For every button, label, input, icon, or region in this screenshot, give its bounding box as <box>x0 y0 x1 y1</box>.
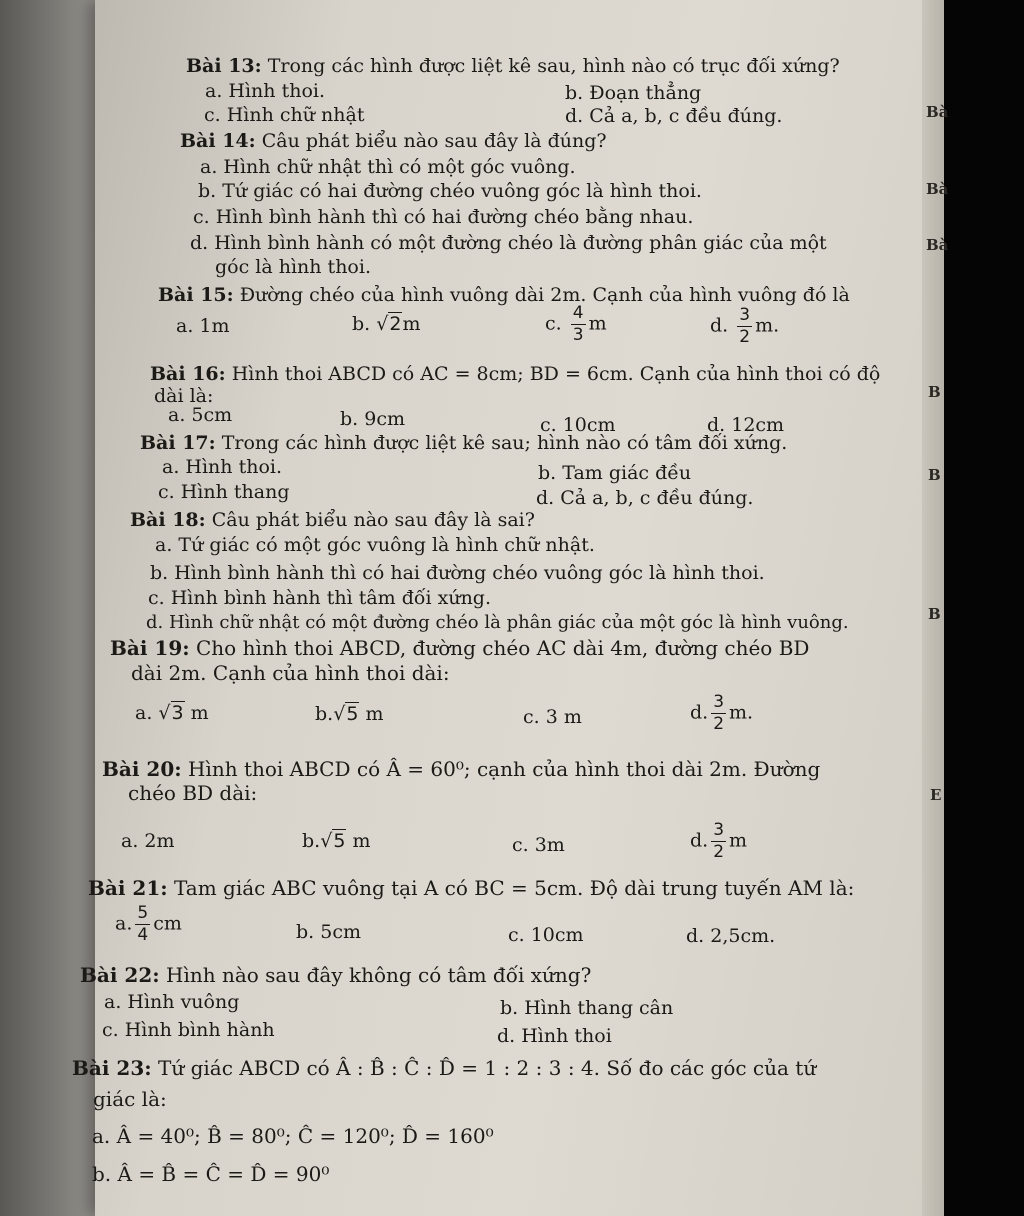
option-b <box>315 703 383 725</box>
option-c: c. 3 m <box>523 706 582 728</box>
option-d: d. Cả a, b, c đều đúng. <box>536 487 754 509</box>
unit: m. <box>755 314 780 337</box>
option-a: a. 2m <box>121 830 175 852</box>
option-label: b. <box>302 830 321 852</box>
option-d: d. 12cm <box>707 414 785 436</box>
question-number: Bài 21: <box>88 876 168 900</box>
option-b: b. 5cm <box>296 921 361 943</box>
question-number: Bài 13: <box>186 55 262 77</box>
option-b: b. Hình bình hành thì có hai đường chéo vuông góc là hình thoi. <box>150 562 765 584</box>
fraction <box>571 305 586 344</box>
question-text-continued: dài 2m. Cạnh của hình thoi dài: <box>131 661 450 685</box>
option-c: c. Hình bình hành thì có hai đường chéo bằng nhau. <box>193 206 694 228</box>
question-text-continued: chéo BD dài: <box>128 781 258 805</box>
denominator: 2 <box>739 327 751 347</box>
option-a <box>115 905 182 944</box>
option-label: b. <box>352 313 371 335</box>
question-number: Bài 14: <box>180 130 256 152</box>
margin-fragment: E <box>930 786 942 804</box>
option-b: b. 9cm <box>340 408 405 430</box>
margin-fragment: B <box>928 383 941 401</box>
question-22 <box>80 964 591 986</box>
option-b: b. Tam giác đều <box>538 462 692 484</box>
question-18 <box>130 509 535 531</box>
option-d: d. Cả a, b, c đều đúng. <box>565 105 783 127</box>
option-d <box>690 822 747 861</box>
option-c: c. Hình chữ nhật <box>204 104 365 126</box>
unit: m <box>729 829 748 852</box>
denominator: 4 <box>137 925 149 945</box>
question-text: Câu phát biểu nào sau đây là đúng? <box>261 130 607 152</box>
option-b: b. Đoạn thẳng <box>565 82 702 104</box>
margin-fragment: Bà <box>926 180 949 198</box>
option-b: b. Hình thang cân <box>500 997 674 1019</box>
question-text: Trong các hình được liệt kê sau, hình nào có trục đối xứng? <box>267 55 840 77</box>
option-d: d. Hình bình hành có một đường chéo là đường phân giác của một <box>190 232 827 254</box>
option-c: c. Hình bình hành <box>102 1019 275 1041</box>
numerator: 4 <box>572 303 584 323</box>
unit: m. <box>729 701 754 724</box>
unit: m <box>402 313 421 335</box>
question-13 <box>186 55 840 77</box>
radicand: 2 <box>389 313 402 335</box>
question-16 <box>150 363 880 385</box>
option-c: c. 10cm <box>540 414 616 436</box>
sqrt-expression: √5 <box>320 830 346 852</box>
question-text: Đường chéo của hình vuông dài 2m. Cạnh của hình vuông đó là <box>239 284 850 306</box>
question-23 <box>72 1057 816 1079</box>
option-d: d. Hình chữ nhật có một đường chéo là phân giác của một góc là hình vuông. <box>146 612 849 633</box>
question-text: Trong các hình được liệt kê sau; hình nào có tâm đối xứng. <box>221 432 788 454</box>
unit: m <box>365 703 384 725</box>
numerator: 3 <box>713 692 725 712</box>
question-number: Bài 16: <box>150 363 226 385</box>
option-label: d. <box>710 314 729 337</box>
unit: m <box>190 702 209 724</box>
option-b <box>302 830 370 852</box>
option-c <box>545 305 607 344</box>
option-b <box>352 313 420 335</box>
fraction <box>737 307 752 346</box>
unit: m <box>588 312 607 335</box>
option-d <box>710 307 779 346</box>
fraction <box>135 905 150 944</box>
question-number: Bài 17: <box>140 432 216 454</box>
question-text: Hình nào sau đây không có tâm đối xứng? <box>166 963 592 987</box>
question-text-continued: dài là: <box>154 385 214 407</box>
option-c: c. 3m <box>512 834 565 856</box>
option-d <box>690 694 753 733</box>
option-c: c. Hình thang <box>158 481 290 503</box>
unit: m <box>352 830 371 852</box>
question-number: Bài 22: <box>80 963 160 987</box>
option-a: a. Hình thoi. <box>205 80 325 102</box>
option-label: a. <box>115 912 133 935</box>
question-text-continued: giác là: <box>93 1087 167 1111</box>
option-c: c. 10cm <box>508 924 584 946</box>
option-label: c. <box>545 312 562 335</box>
denominator: 2 <box>713 714 725 734</box>
option-label: a. <box>135 702 153 724</box>
option-b: b. Â = B̂ = Ĉ = D̂ = 90⁰ <box>92 1162 330 1186</box>
question-21 <box>88 877 854 899</box>
radicand: 3 <box>171 702 184 724</box>
radicand: 5 <box>333 830 346 852</box>
option-a: a. Hình thoi. <box>162 456 282 478</box>
question-text: Câu phát biểu nào sau đây là sai? <box>211 509 535 531</box>
question-number: Bài 19: <box>110 636 190 660</box>
question-text: Tam giác ABC vuông tại A có BC = 5cm. Độ dài trung tuyến AM là: <box>174 876 855 900</box>
sqrt-expression: √3 <box>158 702 184 724</box>
question-text: Cho hình thoi ABCD, đường chéo AC dài 4m, đường chéo BD <box>196 636 810 660</box>
question-14 <box>180 130 607 152</box>
option-d: d. Hình thoi <box>497 1025 612 1047</box>
margin-fragment: B <box>928 605 941 623</box>
margin-fragment: Bà <box>926 103 949 121</box>
question-text: Hình thoi ABCD có AC = 8cm; BD = 6cm. Cạnh của hình thoi có độ <box>231 363 881 385</box>
option-d-continued: góc là hình thoi. <box>215 256 371 278</box>
black-border <box>944 0 1024 1216</box>
question-number: Bài 23: <box>72 1056 152 1080</box>
option-label: b. <box>315 703 334 725</box>
sqrt-expression: √2 <box>376 313 402 335</box>
option-label: d. <box>690 701 709 724</box>
option-d: d. 2,5cm. <box>686 925 776 947</box>
question-number: Bài 18: <box>130 509 206 531</box>
fraction <box>711 822 726 861</box>
denominator: 3 <box>572 325 584 345</box>
margin-fragment: B <box>928 466 941 484</box>
option-a <box>135 702 209 724</box>
numerator: 3 <box>713 820 725 840</box>
option-a: a. 1m <box>176 315 230 337</box>
option-c: c. Hình bình hành thì tâm đối xứng. <box>148 587 492 609</box>
sqrt-expression: √5 <box>333 703 359 725</box>
radicand: 5 <box>346 703 359 725</box>
option-b: b. Tứ giác có hai đường chéo vuông góc là hình thoi. <box>198 180 702 202</box>
question-text: Hình thoi ABCD có Â = 60⁰; cạnh của hình thoi dài 2m. Đường <box>188 757 821 781</box>
unit: cm <box>153 912 182 935</box>
option-a: a. Tứ giác có một góc vuông là hình chữ nhật. <box>155 534 595 556</box>
option-label: d. <box>690 829 709 852</box>
question-number: Bài 15: <box>158 284 234 306</box>
numerator: 3 <box>739 305 751 325</box>
question-17 <box>140 432 787 454</box>
fraction <box>711 694 726 733</box>
denominator: 2 <box>713 842 725 862</box>
option-a: a. Hình vuông <box>104 991 240 1013</box>
question-15 <box>158 284 850 306</box>
question-number: Bài 20: <box>102 757 182 781</box>
margin-fragment: Bà <box>926 236 949 254</box>
question-text: Tứ giác ABCD có Â : B̂ : Ĉ : D̂ = 1 : 2 : 3 : 4. Số đo các góc của tứ <box>158 1056 817 1080</box>
option-a: a. 5cm <box>168 404 233 426</box>
question-19 <box>110 637 809 659</box>
numerator: 5 <box>137 903 149 923</box>
option-a: a. Â = 40⁰; B̂ = 80⁰; Ĉ = 120⁰; D̂ = 160⁰ <box>92 1124 494 1148</box>
question-20 <box>102 758 820 780</box>
option-a: a. Hình chữ nhật thì có một góc vuông. <box>200 156 576 178</box>
